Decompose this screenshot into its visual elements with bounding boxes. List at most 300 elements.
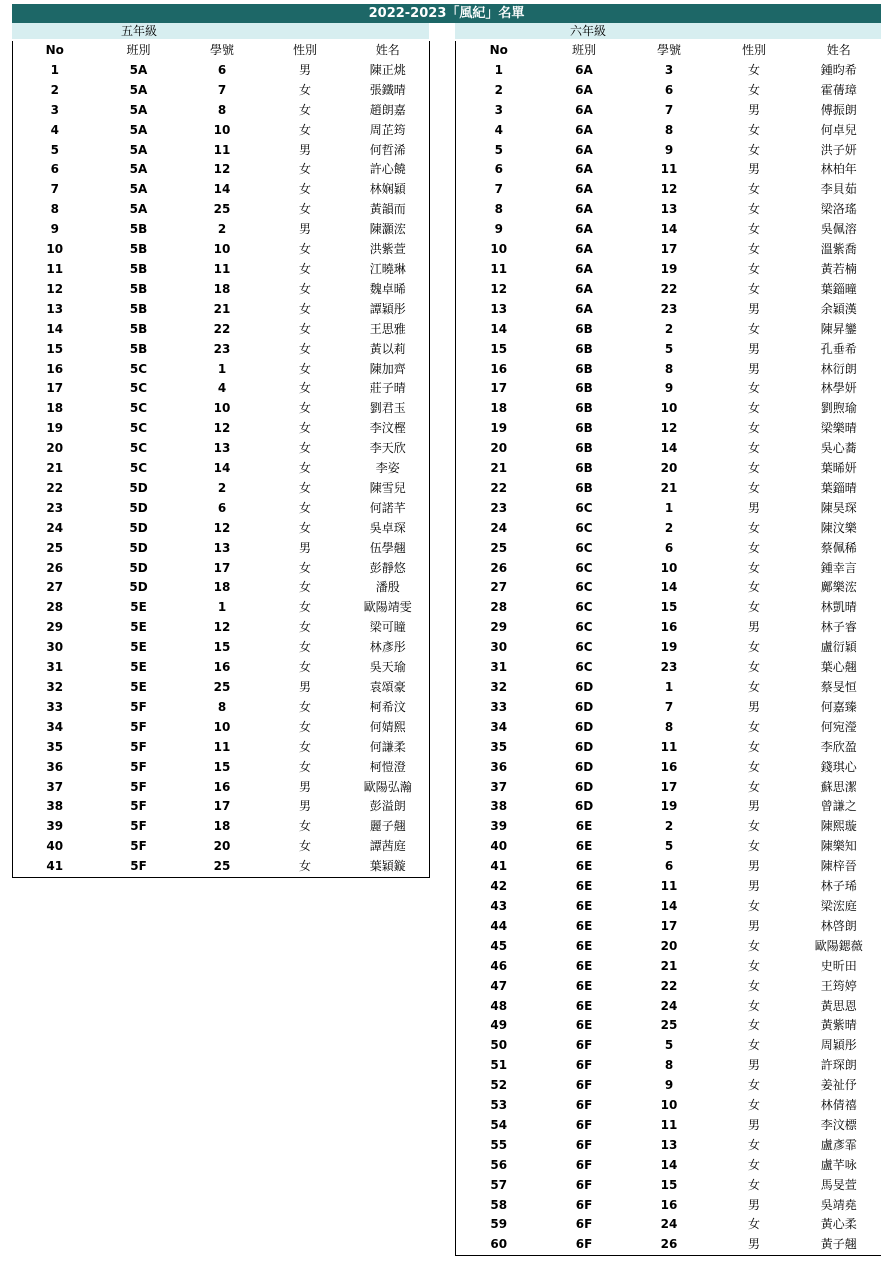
row-student-id: 12 [213,421,231,436]
table-row [456,778,881,798]
row-student-id: 23 [660,660,678,675]
row-sex: 女 [747,1217,760,1232]
table-row [456,997,881,1017]
row-sex: 女 [298,719,311,734]
row-class: 6C [575,640,593,655]
row-sex: 女 [298,739,311,754]
row-sex: 女 [298,361,311,376]
row-sex: 女 [298,839,311,854]
row-student-id: 5 [664,341,674,356]
row-name: 陳熙璇 [820,819,857,834]
row-student-id: 6 [217,500,227,515]
row-class: 6F [575,1197,593,1212]
row-name: 梁洛瑤 [820,202,857,217]
row-student-id: 19 [660,799,678,814]
row-sex: 女 [747,401,760,416]
row-student-id: 10 [660,560,678,575]
row-class: 6A [575,202,593,217]
row-no: 5 [494,142,503,157]
row-student-id: 25 [213,202,231,217]
table-row [13,778,430,798]
row-no: 42 [490,879,508,894]
row-student-id: 11 [660,1117,678,1132]
table-row [456,877,881,897]
row-class: 5F [130,719,147,734]
row-sex: 女 [298,819,311,834]
row-name: 盧衍穎 [820,640,857,655]
row-name: 陳雪兒 [369,480,406,495]
row-name: 錢琪心 [820,759,857,774]
row-no: 38 [490,799,508,814]
row-class: 5C [129,421,148,436]
row-sex: 女 [747,381,760,396]
row-sex: 男 [747,361,760,376]
table-row [456,1156,881,1176]
row-sex: 女 [747,461,760,476]
row-student-id: 13 [660,1137,678,1152]
row-student-id: 9 [664,1078,674,1093]
row-name: 梁樂晴 [820,421,857,436]
table-row [456,698,881,718]
row-no: 2 [50,82,59,97]
row-name: 史昕田 [820,958,857,973]
grade5-table [12,41,430,878]
table-row [13,379,430,399]
row-student-id: 18 [213,580,231,595]
row-sex: 女 [298,660,311,675]
table-row [13,121,430,141]
row-no: 36 [490,759,508,774]
row-class: 6A [575,281,593,296]
row-name: 林子琋 [820,879,857,894]
row-student-id: 10 [660,1098,678,1113]
row-sex: 女 [747,640,760,655]
row-sex: 男 [747,918,760,933]
row-class: 5B [129,341,148,356]
row-student-id: 21 [213,301,231,316]
row-name: 鍾幸言 [820,560,857,575]
row-name: 葉穎鏇 [369,859,406,874]
row-no: 58 [490,1197,508,1212]
row-sex: 男 [747,699,760,714]
row-name: 黃心柔 [820,1217,857,1232]
row-class: 5F [130,839,147,854]
row-no: 11 [490,261,508,276]
row-class: 6C [575,540,593,555]
row-class: 5E [130,660,147,675]
row-class: 6C [575,620,593,635]
table-row [456,160,881,180]
header-student-id: 學號 [209,43,234,57]
row-class: 5A [129,162,148,177]
row-no: 18 [490,401,508,416]
table-row [456,738,881,758]
row-student-id: 8 [664,122,674,137]
row-no: 32 [490,680,508,694]
table-row [456,1096,881,1116]
table-row [13,141,430,161]
row-no: 19 [46,421,64,436]
row-student-id: 2 [664,819,674,834]
row-class: 6D [574,799,594,814]
header-student-id: 學號 [656,43,681,57]
row-name: 霍蒨璋 [820,82,857,97]
row-class: 6E [575,879,593,894]
row-student-id: 6 [217,62,227,77]
table-row [456,718,881,738]
row-student-id: 15 [660,1177,678,1192]
row-name: 黃以莉 [369,341,406,356]
row-name: 黃思恩 [820,998,857,1013]
row-class: 5F [130,859,147,874]
row-class: 5F [130,759,147,774]
row-no: 7 [50,182,59,197]
row-class: 6A [575,162,593,177]
row-student-id: 10 [213,242,231,257]
row-no: 9 [50,222,59,237]
row-student-id: 10 [213,401,231,416]
row-name: 余穎漢 [820,301,857,316]
row-student-id: 7 [664,699,674,714]
row-class: 6C [575,580,593,595]
table-row [13,837,430,857]
row-class: 6D [574,739,594,754]
table-row [13,479,430,499]
row-student-id: 1 [664,500,674,515]
row-no: 10 [490,242,508,257]
row-class: 6D [574,779,594,794]
row-no: 13 [46,301,64,316]
row-no: 23 [490,500,508,515]
table-row [456,260,881,280]
row-sex: 女 [747,958,760,973]
row-class: 5F [130,699,147,714]
row-no: 20 [46,441,64,456]
row-name: 黃韻而 [369,202,406,217]
row-name: 潘殷 [375,580,400,595]
table-row [13,160,430,180]
row-name: 魏卓晞 [369,281,406,296]
row-name: 鄺樂浤 [820,580,857,595]
row-sex: 女 [747,321,760,336]
row-student-id: 12 [213,162,231,177]
row-class: 6E [575,978,593,993]
row-name: 鍾昀希 [820,62,857,77]
row-class: 5C [129,401,148,416]
row-class: 6E [575,839,593,854]
row-sex: 女 [298,182,311,197]
row-sex: 女 [298,441,311,456]
row-class: 5A [129,102,148,117]
row-sex: 女 [298,859,311,874]
row-sex: 女 [747,1098,760,1113]
row-sex: 女 [747,739,760,754]
row-student-id: 14 [660,580,678,595]
row-student-id: 12 [213,520,231,535]
row-student-id: 25 [213,859,231,874]
table-row [13,180,430,200]
row-sex: 男 [747,879,760,894]
row-no: 4 [494,122,503,137]
row-student-id: 2 [664,520,674,535]
row-name: 陳樂知 [820,839,857,854]
row-sex: 男 [298,799,311,814]
row-name: 盧彥霏 [820,1137,857,1152]
row-sex: 女 [298,600,311,615]
row-student-id: 1 [664,680,674,694]
table-row [456,837,881,857]
row-student-id: 23 [660,301,678,316]
row-no: 34 [490,719,508,734]
row-name: 彭溢朗 [369,799,406,814]
row-class: 6C [575,560,593,575]
row-name: 彭靜悠 [369,560,406,575]
row-sex: 女 [298,480,311,495]
row-class: 6F [575,1117,593,1132]
row-name: 伍學翹 [369,540,406,555]
row-no: 16 [490,361,508,376]
table-row [456,857,881,877]
row-class: 5E [130,640,147,655]
table-row [456,220,881,240]
row-sex: 男 [747,799,760,814]
row-no: 30 [490,640,508,655]
table-row [13,200,430,220]
row-name: 歐陽靖雯 [363,600,412,615]
table-row [456,758,881,778]
table-row [13,320,430,340]
table-row [13,539,430,559]
row-class: 5F [130,819,147,834]
row-class: 6A [575,62,593,77]
row-class: 6E [575,958,593,973]
table-row [456,1116,881,1136]
row-sex: 女 [298,560,311,575]
row-sex: 女 [747,819,760,834]
row-sex: 男 [747,1197,760,1212]
row-class: 6B [575,401,593,416]
row-class: 6A [575,82,593,97]
row-no: 37 [46,779,64,794]
table-row [13,240,430,260]
row-name: 張鐵晴 [369,82,406,97]
row-no: 50 [490,1038,508,1053]
row-sex: 女 [298,321,311,336]
row-student-id: 13 [660,202,678,217]
row-name: 陳梓晉 [820,859,857,874]
row-name: 梁可瞳 [369,620,406,635]
row-student-id: 25 [660,1018,678,1033]
row-sex: 女 [298,461,311,476]
row-student-id: 9 [664,381,674,396]
row-student-id: 8 [664,1058,674,1073]
table-row [456,340,881,360]
row-no: 21 [490,461,508,476]
row-student-id: 15 [213,640,231,655]
grade5-label: 五年級 [12,23,429,39]
row-name: 曾謙之 [820,799,857,814]
row-class: 5D [129,520,148,535]
row-student-id: 24 [660,1217,678,1232]
row-sex: 男 [747,500,760,515]
row-class: 6A [575,102,593,117]
row-sex: 女 [298,500,311,515]
row-sex: 女 [747,242,760,257]
row-class: 6F [575,1177,593,1192]
row-no: 52 [490,1078,508,1093]
table-row [13,220,430,240]
table-row [456,638,881,658]
row-no: 19 [490,421,508,436]
row-class: 5B [129,321,148,336]
row-sex: 女 [298,82,311,97]
row-name: 溫紫喬 [820,242,857,257]
row-student-id: 17 [660,779,678,794]
row-sex: 女 [747,938,760,953]
row-class: 6B [575,461,593,476]
row-student-id: 14 [213,461,231,476]
row-class: 5C [129,381,148,396]
row-name: 葉晞妍 [820,461,857,476]
row-no: 27 [46,580,64,595]
row-class: 5C [129,441,148,456]
row-name: 林柏年 [820,162,857,177]
row-sex: 女 [747,480,760,495]
row-student-id: 22 [213,321,231,336]
row-name: 吳卓琛 [369,520,406,535]
row-class: 6A [575,182,593,197]
row-sex: 女 [298,341,311,356]
row-class: 5F [130,779,147,794]
row-no: 31 [46,660,64,675]
row-class: 5A [129,182,148,197]
row-no: 32 [46,680,64,694]
row-sex: 男 [747,341,760,356]
row-sex: 女 [298,242,311,257]
row-name: 江曉琳 [369,261,406,276]
row-sex: 男 [747,1058,760,1073]
row-name: 李欣盈 [820,739,857,754]
row-no: 53 [490,1098,508,1113]
table-row [13,718,430,738]
row-no: 15 [46,341,64,356]
row-student-id: 15 [213,759,231,774]
row-name: 梁浤庭 [820,898,857,913]
table-row [13,499,430,519]
row-no: 34 [46,719,64,734]
row-no: 25 [490,540,508,555]
table-row [13,658,430,678]
row-no: 47 [490,978,508,993]
row-name: 李汶標 [820,1117,857,1132]
table-row [456,379,881,399]
table-row [456,81,881,101]
row-name: 許琛朗 [820,1058,857,1073]
row-student-id: 15 [660,600,678,615]
row-name: 柯希汶 [369,699,406,714]
row-sex: 女 [298,640,311,655]
table-row [456,817,881,837]
row-class: 6E [575,819,593,834]
grade6-label: 六年級 [455,23,881,39]
row-class: 5E [130,620,147,635]
row-no: 11 [46,261,64,276]
row-no: 20 [490,441,508,456]
row-name: 吳心蕎 [820,441,857,456]
row-no: 17 [46,381,64,396]
row-name: 李姿 [375,461,400,476]
row-class: 6C [575,660,593,675]
row-name: 譚穎彤 [369,301,406,316]
row-no: 2 [494,82,503,97]
row-name: 劉煦瑜 [820,401,857,416]
row-class: 6C [575,520,593,535]
table-row [13,101,430,121]
row-sex: 女 [747,1177,760,1192]
row-sex: 女 [747,560,760,575]
row-name: 吳佩溶 [820,222,857,237]
row-student-id: 2 [217,222,227,237]
row-no: 51 [490,1058,508,1073]
table-row [13,678,430,698]
row-name: 袁頌豪 [369,680,406,694]
table-row [13,738,430,758]
table-row [13,81,430,101]
row-sex: 女 [298,381,311,396]
row-name: 黃紫晴 [820,1018,857,1033]
row-student-id: 17 [213,560,231,575]
row-name: 趙朗嘉 [369,102,406,117]
row-student-id: 5 [664,839,674,854]
header-name: 姓名 [826,43,851,57]
row-name: 林學妍 [820,381,857,396]
row-class: 6F [575,1098,593,1113]
row-sex: 女 [747,580,760,595]
row-class: 6D [574,719,594,734]
row-student-id: 20 [213,839,231,854]
table-row [456,658,881,678]
table-row [13,578,430,598]
table-row [456,1196,881,1216]
row-name: 何宛瀅 [820,719,857,734]
row-class: 6E [575,998,593,1013]
row-class: 5A [129,62,148,77]
row-student-id: 18 [213,281,231,296]
row-name: 盧芊咏 [820,1157,857,1172]
row-sex: 女 [298,520,311,535]
row-sex: 男 [747,301,760,316]
row-name: 李貝茹 [820,182,857,197]
row-class: 6C [575,600,593,615]
grade6-table [455,41,881,1256]
row-student-id: 24 [660,998,678,1013]
row-name: 葉錙晴 [820,480,857,495]
row-student-id: 21 [660,958,678,973]
row-student-id: 10 [660,401,678,416]
row-student-id: 1 [217,361,227,376]
table-row [13,618,430,638]
row-no: 26 [46,560,64,575]
row-class: 5D [129,540,148,555]
row-no: 1 [50,62,59,77]
row-class: 6F [575,1217,593,1232]
row-no: 59 [490,1217,508,1232]
row-no: 46 [490,958,508,973]
table-row [456,180,881,200]
table-row [456,1056,881,1076]
row-student-id: 23 [213,341,231,356]
row-no: 23 [46,500,64,515]
